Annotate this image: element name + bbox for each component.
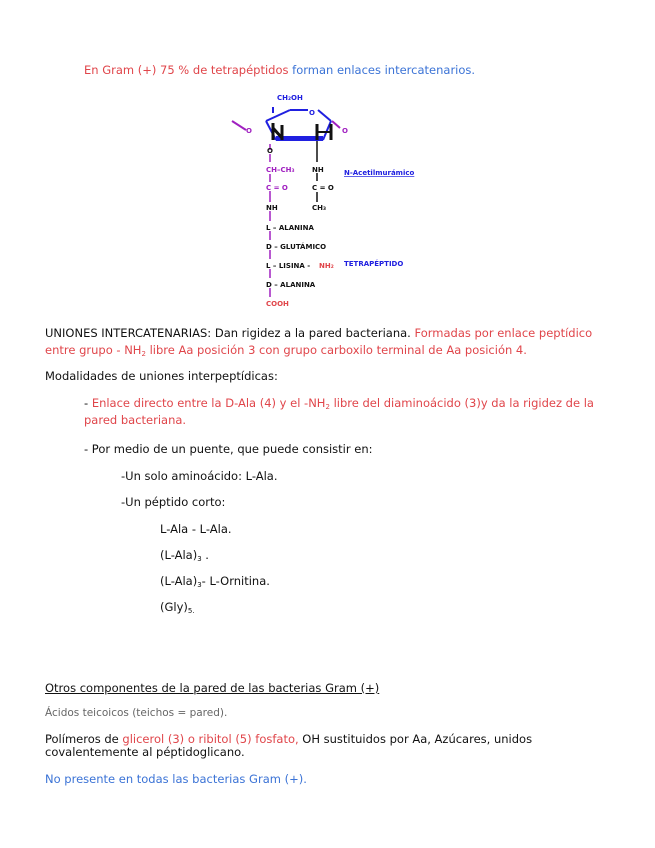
peptide-2-b: . [201,548,209,562]
ch-ch3-label: CH–CH₃ [266,166,295,174]
otros-heading: Otros componentes de la pared de las bacterias Gram (+) [45,681,380,695]
n-acetylmuramic-label: N-Acetilmurámico [344,169,415,177]
intro-line [84,62,475,78]
uniones-red-2a: entre grupo - NH [45,343,142,357]
ring-o-label: O [309,109,315,117]
o-link-label: O [267,147,273,155]
d-glutamico-label: D – GLUTÁMICO [266,243,327,251]
uniones-red-2b: libre Aa posición 3 con grupo carboxilo terminal de Aa posición 4. [145,343,527,357]
sub-item-short-peptide: -Un péptido corto: [121,495,226,509]
polimeros-a: Polímeros de [45,732,119,746]
acidos-teicoicos: Ácidos teicoicos (teichos = pared). [45,707,228,719]
ch3-label: CH₃ [312,204,327,212]
bullet2-line: - Por medio de un puente, que puede consistir en: [84,442,373,456]
ch2oh-label: CH₂OH [277,94,303,102]
nh2-label: NH₂ [319,262,334,270]
peptide-1: L-Ala - L-Ala. [160,522,232,536]
l-alanina-label: L – ALANINA [266,224,314,232]
bullet1-text-b: libre del diaminoácido (3)y da la rigidez de la [329,396,594,410]
polimeros-red: glicerol (3) o ribitol (5) fosfato, [122,732,299,746]
o-right-label: O [342,127,348,135]
peptide-4-sub: 5. [187,607,195,615]
bullet1-line-1 [84,395,594,411]
modalidades-heading: Modalidades de uniones interpeptídicas: [45,369,278,383]
intro-blue-text: forman enlaces intercatenarios. [292,63,476,77]
peptide-4-a: (Gly) [160,600,188,614]
peptide-3-a: (L-Ala) [160,574,198,588]
peptide-3-sub: 3 [197,581,202,589]
c-o-right-label: C = O [312,184,334,192]
d-alanina-label: D – ALANINA [266,281,316,289]
peptide-2-sub: 3 [197,555,202,563]
peptide-4 [160,599,195,615]
tetrapeptido-label: TETRAPÉPTIDO [344,260,404,268]
sugar-ring [266,107,331,141]
polimeros-line-2: covalentemente al péptidoglicano. [45,745,245,759]
uniones-red-1: Formadas por enlace peptídico [414,326,593,340]
bullet1-sub: 2 [325,403,330,411]
bullet1-text-a: Enlace directo entre la D-Ala (4) y el -NH [91,396,326,410]
bullet1-dash: - [84,396,92,410]
peptide-3-b: - L-Ornitina. [201,574,270,588]
intro-red-text: En Gram (+) 75 % de tetrapéptidos [84,63,289,77]
bullet1-line-2: pared bacteriana. [84,413,187,427]
uniones-line-2 [45,342,527,358]
nh-right-label: NH [312,166,324,174]
sub-item-single-aa: -Un solo aminoácido: L-Ala. [121,469,278,483]
l-lisina-label: L – LISINA - [266,262,311,270]
peptidoglycan-diagram [228,88,428,310]
no-presente-line: No presente en todas las bacterias Gram (+). [45,772,307,786]
peptide-2 [160,547,209,563]
bond-right [332,121,340,128]
cooh-label: COOH [266,300,289,308]
c-o-left-label: C = O [266,184,288,192]
bond-left [232,121,246,130]
o-left-label: O [246,127,252,135]
uniones-red-2sub: 2 [141,350,146,358]
peptide-3 [160,573,270,589]
uniones-prefix: UNIONES INTERCATENARIAS: Dan rigidez a la pared bacteriana. [45,326,411,340]
uniones-line-1 [45,325,592,341]
peptide-2-a: (L-Ala) [160,548,198,562]
nh-left-label: NH [266,204,278,212]
polimeros-b: OH sustituidos por Aa, Azúcares, unidos [302,732,533,746]
